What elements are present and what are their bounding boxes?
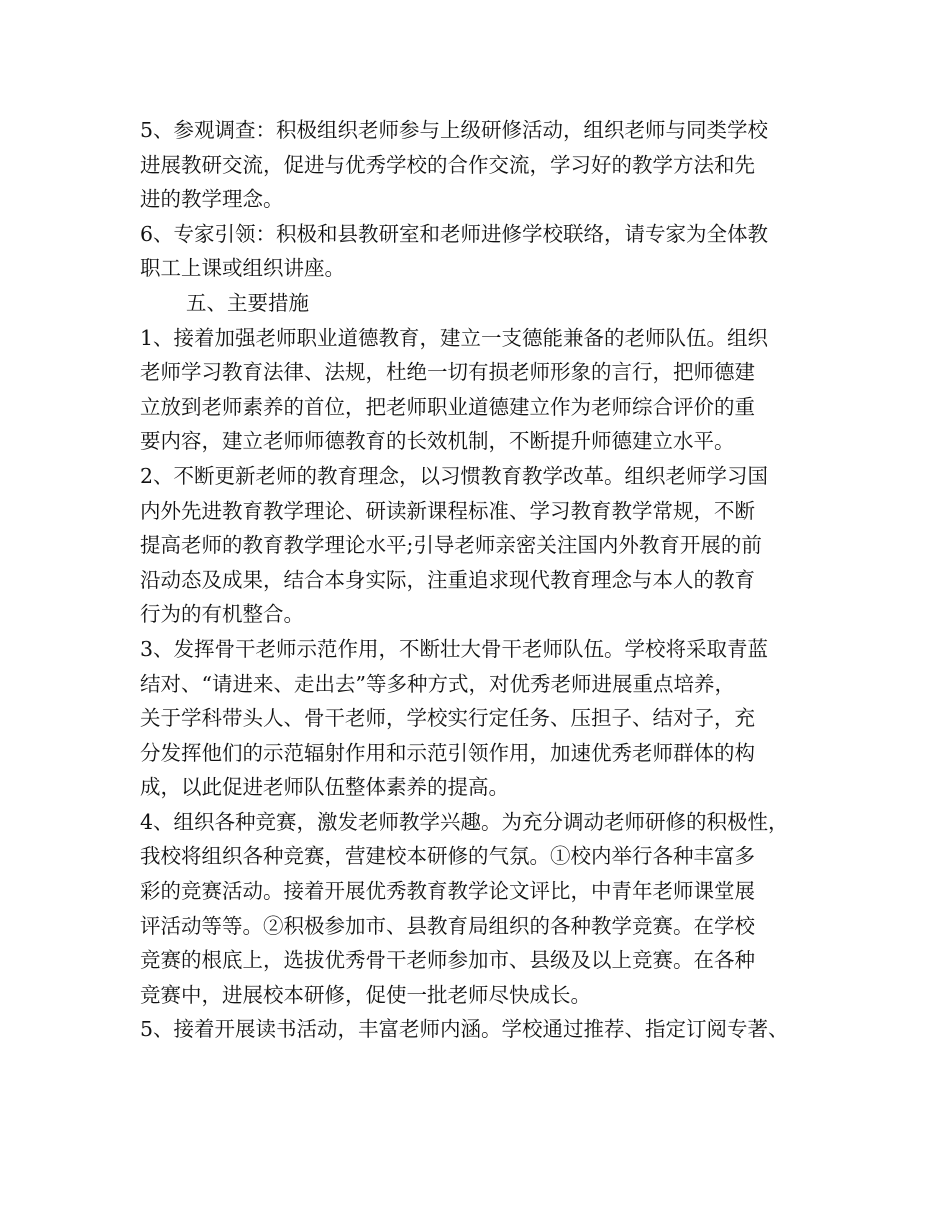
text-line: 要内容，建立老师师德教育的长效机制，不断提升师德建立水平。 xyxy=(140,429,735,454)
document-body xyxy=(140,113,830,1047)
text-line: 结对、“请进来、走出去”等多种方式，对优秀老师进展重点培养， xyxy=(140,671,735,696)
text-line: 5、参观调查：积极组织老师参与上级研修活动，组织老师与同类学校 xyxy=(140,118,769,142)
text-line: 成，以此促进老师队伍整体素养的提高。 xyxy=(140,775,509,800)
text-line: 彩的竞赛活动。接着开展优秀教育教学论文评比，中青年老师课堂展 xyxy=(140,879,755,904)
text-line: 2、不断更新老师的教育理念，以习惯教育教学改革。组织老师学习国 xyxy=(140,463,769,488)
text-line: 立放到老师素养的首位，把老师职业道德建立作为老师综合评价的重 xyxy=(140,394,755,419)
text-line: 评活动等等。②积极参加市、县教育局组织的各种教学竞赛。在学校 xyxy=(140,913,755,938)
text-line: 3、发挥骨干老师示范作用，不断壮大骨干老师队伍。学校将采取青蓝 xyxy=(140,636,769,661)
section-heading: 五、主要措施 xyxy=(186,290,309,315)
text-line: 1、接着加强老师职业道德教育，建立一支德能兼备的老师队伍。组织 xyxy=(140,325,769,350)
text-line: 职工上课或组织讲座。 xyxy=(140,256,345,281)
text-line: 竞赛中，进展校本研修，促使一批老师尽快成长。 xyxy=(140,982,591,1007)
text-line: 竞赛的根底上，选拔优秀骨干老师参加市、县级及以上竞赛。在各种 xyxy=(140,948,755,973)
text-line: 4、组织各种竞赛，激发老师教学兴趣。为充分调动老师研修的积极性， xyxy=(140,809,789,834)
text-line: 沿动态及成果，结合本身实际，注重追求现代教育理念与本人的教育 xyxy=(140,567,755,592)
text-line: 行为的有机整合。 xyxy=(140,602,304,627)
text-line: 内外先进教育教学理论、研读新课程标准、学习教育教学常规，不断 xyxy=(140,498,755,523)
text-line: 关于学科带头人、骨干老师，学校实行定任务、压担子、结对子，充 xyxy=(140,706,755,731)
text-line: 提高老师的教育教学理论水平;引导老师亲密关注国内外教育开展的前 xyxy=(140,533,762,558)
text-line: 分发挥他们的示范辐射作用和示范引领作用，加速优秀老师群体的构 xyxy=(140,740,755,765)
text-line: 6、专家引领：积极和县教研室和老师进修学校联络，请专家为全体教 xyxy=(140,221,769,246)
text-line: 我校将组织各种竞赛，营建校本研修的气氛。①校内举行各种丰富多 xyxy=(140,844,755,869)
text-line: 进展教研交流，促进与优秀学校的合作交流，学习好的教学方法和先 xyxy=(140,152,755,177)
text-line: 老师学习教育法律、法规，杜绝一切有损老师形象的言行，把师德建 xyxy=(140,360,755,385)
text-line: 5、接着开展读书活动，丰富老师内涵。学校通过推荐、指定订阅专著、 xyxy=(140,1017,789,1042)
text-line: 进的教学理念。 xyxy=(140,187,284,212)
